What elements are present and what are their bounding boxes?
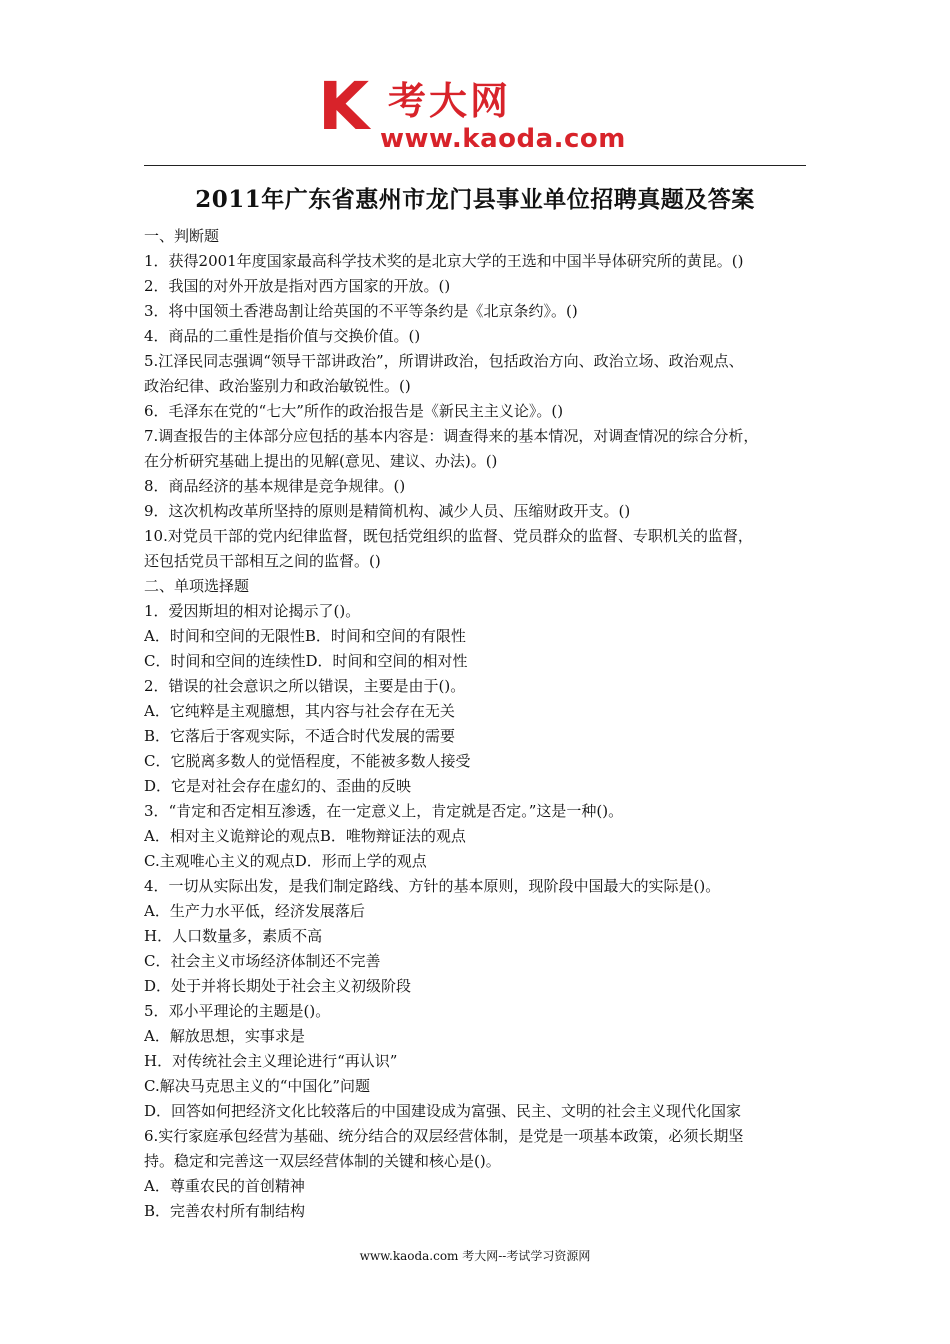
- document-title: 2011年广东省惠州市龙门县事业单位招聘真题及答案: [195, 186, 755, 213]
- page-footer: www.kaoda.com 考大网--考试学习资源网: [359, 1249, 591, 1263]
- text-line: 5.江泽民同志强调“领导干部讲政治”，所谓讲政治，包括政治方向、政治立场、政治观点、: [144, 352, 744, 370]
- text-line: 8．商品经济的基本规律是竞争规律。(): [144, 477, 406, 495]
- text-line: 6．毛泽东在党的“七大”所作的政治报告是《新民主主义论》。(): [144, 402, 564, 420]
- text-line: 在分析研究基础上提出的见解(意见、建议、办法)。(): [144, 452, 498, 470]
- text-line: 5．邓小平理论的主题是()。: [144, 1002, 331, 1020]
- text-line: A．时间和空间的无限性B．时间和空间的有限性: [144, 627, 466, 645]
- logo-letter: K: [318, 68, 368, 145]
- text-line: C.解决马克思主义的“中国化”问题: [144, 1077, 371, 1095]
- text-line: C.主观唯心主义的观点D．形而上学的观点: [144, 852, 427, 870]
- text-line: 3．“肯定和否定相互渗透，在一定意义上，肯定就是否定。”这是一种()。: [144, 802, 624, 820]
- text-line: 3．将中国领土香港岛割让给英国的不平等条约是《北京条约》。(): [144, 302, 578, 320]
- text-line: 4．一切从实际出发，是我们制定路线、方针的基本原则，现阶段中国最大的实际是()。: [144, 877, 721, 895]
- text-line: 7.调查报告的主体部分应包括的基本内容是：调查得来的基本情况，对调查情况的综合分析，: [144, 427, 759, 445]
- text-line: 2．我国的对外开放是指对西方国家的开放。(): [144, 277, 451, 295]
- text-line: 持。稳定和完善这一双层经营体制的关键和核心是()。: [144, 1152, 501, 1170]
- text-line: 1．爱因斯坦的相对论揭示了()。: [144, 602, 361, 620]
- text-line: 一、判断题: [144, 227, 220, 245]
- text-line: H．人口数量多，素质不高: [144, 927, 323, 945]
- text-line: H．对传统社会主义理论进行“再认识”: [144, 1052, 398, 1070]
- text-line: C．社会主义市场经济体制还不完善: [144, 952, 381, 970]
- text-line: C．时间和空间的连续性D．时间和空间的相对性: [144, 652, 468, 670]
- text-line: 4．商品的二重性是指价值与交换价值。(): [144, 327, 421, 345]
- text-line: 6.实行家庭承包经营为基础、统分结合的双层经营体制，是党是一项基本政策，必须长期坚: [144, 1127, 744, 1145]
- text-line: 9．这次机构改革所坚持的原则是精简机构、减少人员、压缩财政开支。(): [144, 502, 631, 520]
- text-line: B．它落后于客观实际，不适合时代发展的需要: [144, 727, 456, 745]
- kaoda-logo: [318, 68, 638, 160]
- text-line: A．尊重农民的首创精神: [144, 1177, 305, 1195]
- document-body: [144, 224, 814, 1224]
- text-line: B．完善农村所有制结构: [144, 1202, 306, 1220]
- text-line: D．回答如何把经济文化比较落后的中国建设成为富强、民主、文明的社会主义现代化国家: [144, 1102, 742, 1120]
- text-line: A．相对主义诡辩论的观点B．唯物辩证法的观点: [144, 827, 466, 845]
- text-line: 1．获得2001年度国家最高科学技术奖的是北京大学的王选和中国半导体研究所的黄昆。(): [144, 252, 744, 270]
- text-line: C．它脱离多数人的觉悟程度，不能被多数人接受: [144, 752, 471, 770]
- text-line: 还包括党员干部相互之间的监督。(): [144, 552, 381, 570]
- text-line: 2．错误的社会意识之所以错误，主要是由于()。: [144, 677, 466, 695]
- header-divider: [144, 165, 806, 166]
- text-line: A．解放思想，实事求是: [144, 1027, 305, 1045]
- text-line: D．它是对社会存在虚幻的、歪曲的反映: [144, 777, 412, 795]
- text-line: 二、单项选择题: [144, 577, 250, 595]
- text-line: D．处于并将长期处于社会主义初级阶段: [144, 977, 412, 995]
- logo-chinese-name: 考大网: [388, 79, 512, 123]
- text-line: A．它纯粹是主观臆想，其内容与社会存在无关: [144, 702, 455, 720]
- text-line: 政治纪律、政治鉴别力和政治敏锐性。(): [144, 377, 411, 395]
- text-line: 10.对党员干部的党内纪律监督，既包括党组织的监督、党员群众的监督、专职机关的监督，: [144, 527, 753, 545]
- logo-url: www.kaoda.com: [380, 124, 626, 154]
- text-line: A．生产力水平低，经济发展落后: [144, 902, 365, 920]
